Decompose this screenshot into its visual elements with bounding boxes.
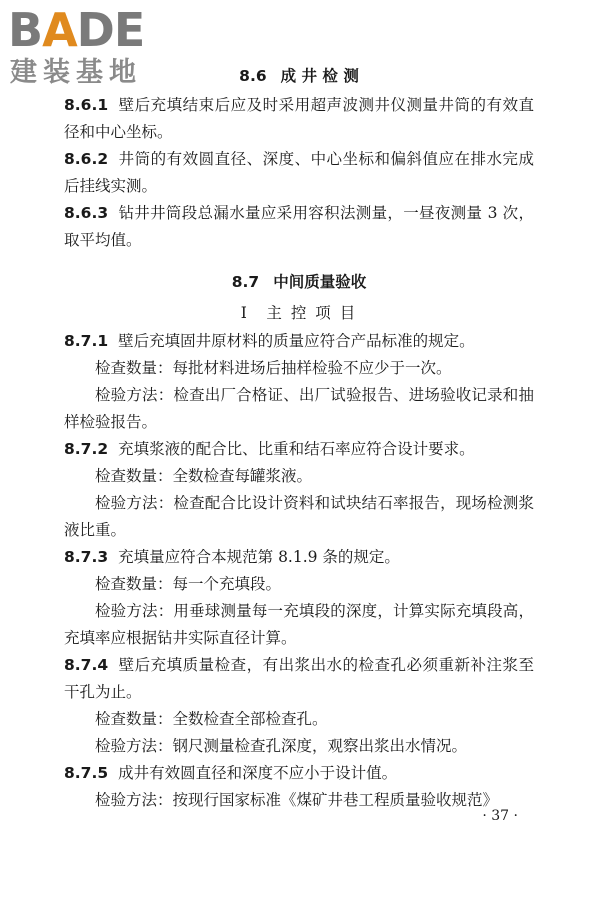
clause-8-7-5: 8.7.5 成井有效圆直径和深度不应小于设计值。 (64, 764, 398, 782)
inspection-method: 检验方法：按现行国家标准《煤矿井巷工程质量验收规范》 (95, 791, 499, 809)
clause-8-7-3: 8.7.3 充填量应符合本规范第 8.1.9 条的规定。 (64, 548, 400, 566)
inspection-quantity: 检查数量：每一个充填段。 (95, 575, 282, 593)
inspection-method: 检验方法：检查出厂合格证、出厂试验报告、进场验收记录和抽样检验报告。 (64, 386, 534, 431)
document-page (64, 60, 534, 814)
page-number: · 37 · (482, 808, 518, 824)
inspection-method: 检验方法：用垂球测量每一充填段的深度，计算实际充填段高，充填率应根据钻井实际直径计算。 (64, 602, 534, 647)
inspection-quantity: 检查数量：每批材料进场后抽样检验不应少于一次。 (95, 359, 452, 377)
clause-8-6-1: 8.6.1 壁后充填结束后应及时采用超声波测井仪测量井筒的有效直径和中心坐标。 (64, 96, 534, 141)
inspection-quantity: 检查数量：全数检查全部检查孔。 (95, 710, 328, 728)
subsection-heading-main-items: Ⅰ 主 控 项 目 (240, 304, 358, 322)
inspection-quantity: 检查数量：全数检查每罐浆液。 (95, 467, 313, 485)
clause-8-6-2: 8.6.2 井筒的有效圆直径、深度、中心坐标和偏斜值应在排水完成后挂线实测。 (64, 150, 534, 195)
clause-8-7-1: 8.7.1 壁后充填固井原材料的质量应符合产品标准的规定。 (64, 332, 475, 350)
section-heading-8-7: 8.7 中间质量验收 (231, 273, 367, 291)
logo-chinese-text: 建装基地 (10, 57, 142, 88)
clause-8-7-2: 8.7.2 充填浆液的配合比、比重和结石率应符合设计要求。 (64, 440, 475, 458)
inspection-method: 检验方法：检查配合比设计资料和试块结石率报告，现场检测浆液比重。 (64, 494, 534, 539)
inspection-method: 检验方法：钢尺测量检查孔深度，观察出浆出水情况。 (95, 737, 468, 755)
logo-wordmark: BADE (8, 3, 145, 57)
clause-8-6-3: 8.6.3 钻井井筒段总漏水量应采用容积法测量，一昼夜测量 3 次，取平均值。 (64, 204, 534, 249)
clause-8-7-4: 8.7.4 壁后充填质量检查，有出浆出水的检查孔必须重新补注浆至干孔为止。 (64, 656, 534, 701)
section-heading-8-6: 8.6 成 井 检 测 (239, 67, 359, 85)
